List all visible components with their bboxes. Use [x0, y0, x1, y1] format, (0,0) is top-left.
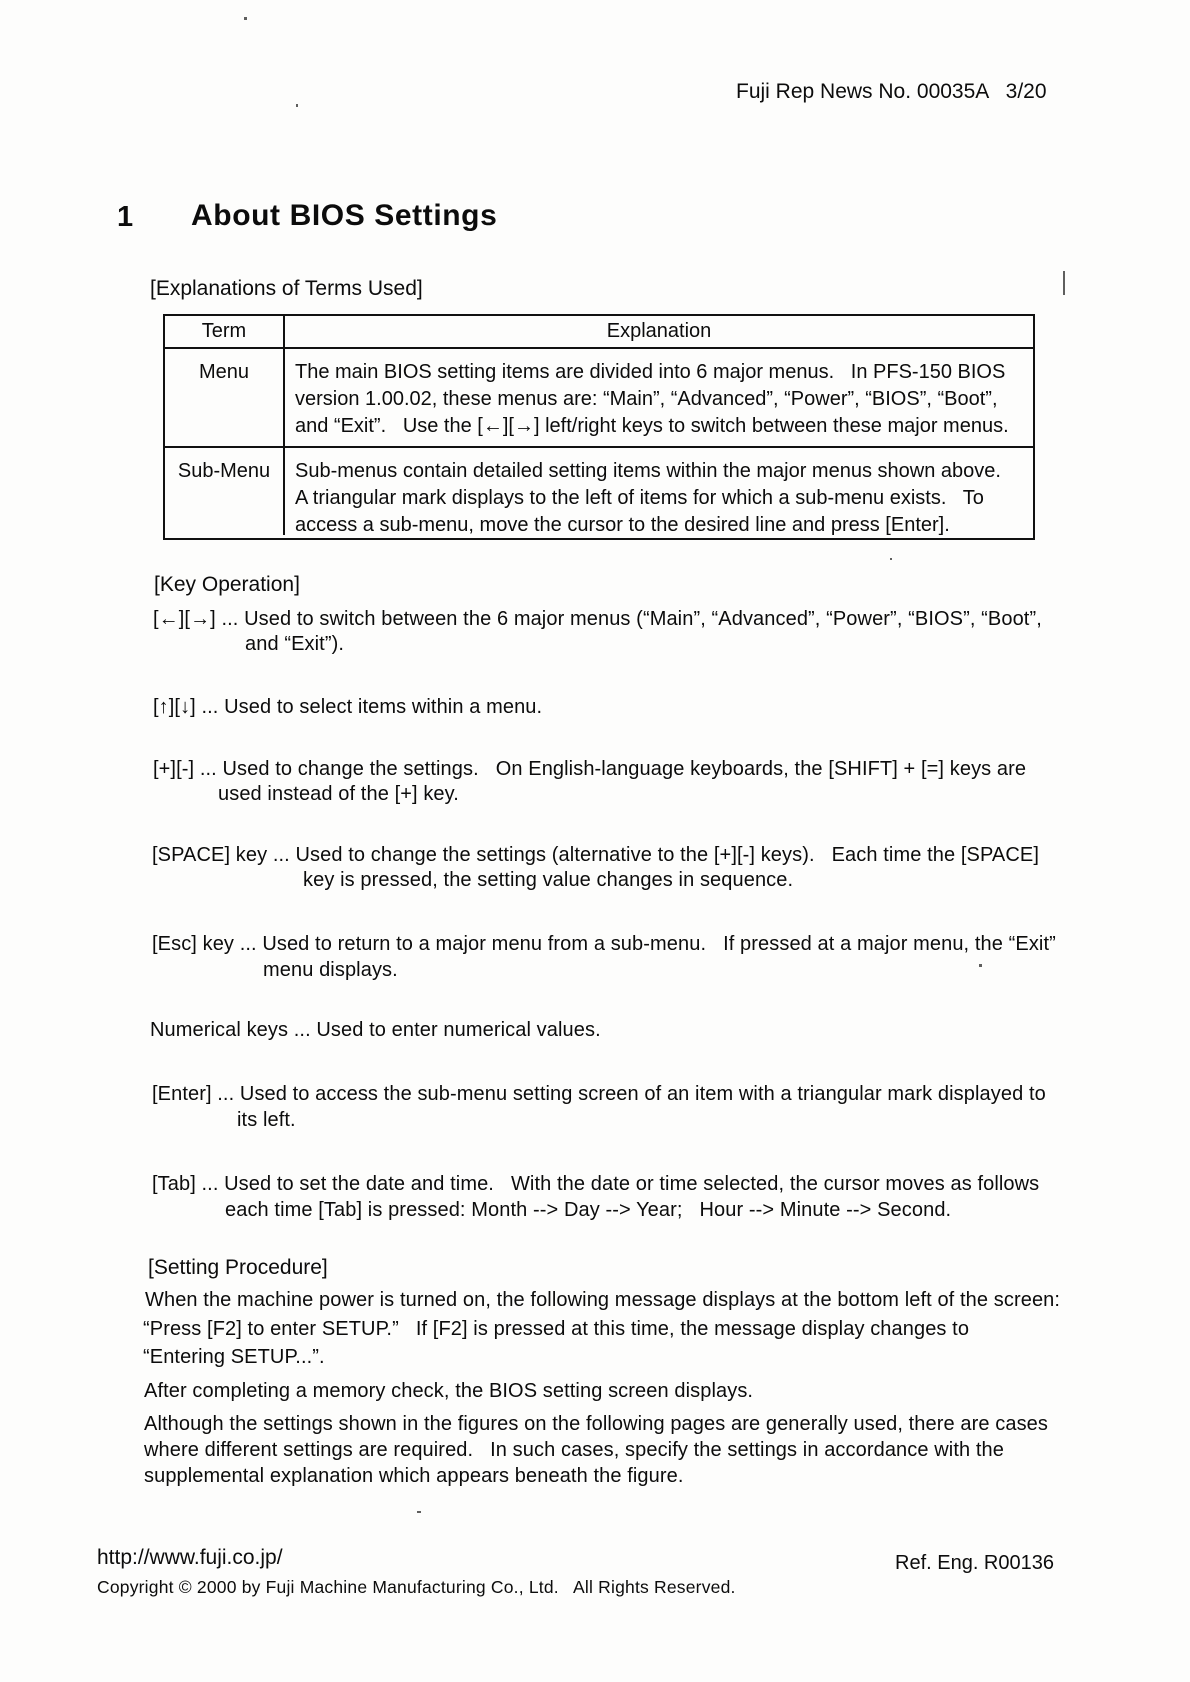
terms-heading: [Explanations of Terms Used] [150, 277, 423, 300]
menu-explanation-line-1: The main BIOS setting items are divided into 6 major menus. In PFS-150 BIOS [295, 361, 1006, 383]
key-item-enter-line-1: [Enter] ... Used to access the sub-menu setting screen of an item with a triangular mark displayed to [152, 1083, 1046, 1105]
setting-procedure-heading: [Setting Procedure] [148, 1256, 328, 1279]
page-header [736, 80, 1047, 104]
term-cell-submenu: Sub-Menu [165, 448, 285, 535]
key-item-arrows-lr-line-2: and “Exit”). [245, 633, 345, 655]
scan-artifact [296, 104, 298, 107]
table-header-term: Term [165, 316, 285, 347]
table-row [165, 448, 1033, 535]
key-item-esc-line-2: menu displays. [263, 959, 398, 981]
procedure-paragraph-1-line-2: “Press [F2] to enter SETUP.” If [F2] is pressed at this time, the message display changes to [143, 1318, 970, 1340]
key-item-arrows-lr-line-1: [←][→] ... Used to switch between the 6 major menus (“Main”, “Advanced”, “Power”, “BIOS”, “Boot”, [153, 608, 1042, 630]
key-item-tab-line-1: [Tab] ... Used to set the date and time. With the date or time selected, the cursor moves as follows [152, 1173, 1040, 1195]
section-number: 1 [117, 201, 134, 233]
procedure-paragraph-3-line-2: where different settings are required. In such cases, specify the settings in accordance with the [144, 1439, 1004, 1461]
procedure-paragraph-2-line-1: After completing a memory check, the BIOS setting screen displays. [144, 1380, 754, 1402]
scan-artifact [244, 17, 247, 20]
footer-url: http://www.fuji.co.jp/ [97, 1546, 283, 1569]
key-item-esc-line-1: [Esc] key ... Used to return to a major menu from a sub-menu. If pressed at a major menu, the “Exit” [152, 933, 1056, 955]
explanation-cell-submenu [285, 448, 1033, 535]
procedure-paragraph-3-line-1: Although the settings shown in the figures on the following pages are generally used, there are cases [144, 1413, 1048, 1435]
scan-artifact [890, 558, 892, 560]
key-item-plus-minus-line-2: used instead of the [+] key. [218, 783, 459, 805]
menu-explanation-line-3: and “Exit”. Use the [←][→] left/right keys to switch between these major menus. [295, 415, 1009, 437]
section-title: About BIOS Settings [191, 199, 498, 232]
footer-ref: Ref. Eng. R00136 [895, 1552, 1054, 1574]
key-item-tab-line-2: each time [Tab] is pressed: Month --> Day --> Year; Hour --> Minute --> Second. [225, 1199, 952, 1221]
terms-table [163, 314, 1035, 540]
key-item-plus-minus-line-1: [+][-] ... Used to change the settings. On English-language keyboards, the [SHIFT] + [=] keys are [153, 758, 1027, 780]
key-item-enter-line-2: its left. [237, 1109, 296, 1131]
menu-explanation-line-2: version 1.00.02, these menus are: “Main”, “Advanced”, “Power”, “BIOS”, “Boot”, [295, 388, 998, 410]
footer-copyright: Copyright © 2000 by Fuji Machine Manufacturing Co., Ltd. All Rights Reserved. [97, 1577, 736, 1597]
submenu-explanation-line-3: access a sub-menu, move the cursor to the desired line and press [Enter]. [295, 514, 950, 536]
key-item-space-line-2: key is pressed, the setting value changes in sequence. [303, 869, 794, 891]
term-cell-menu: Menu [165, 349, 285, 446]
table-row [165, 349, 1033, 448]
key-operation-heading: [Key Operation] [154, 573, 300, 596]
scan-artifact [1063, 271, 1065, 295]
scan-artifact [979, 964, 982, 967]
header-doc-ref: Fuji Rep News No. 00035A [736, 80, 989, 103]
submenu-explanation-line-2: A triangular mark displays to the left of items for which a sub-menu exists. To [295, 487, 984, 509]
header-page-number: 3/20 [1005, 80, 1047, 103]
scan-artifact [417, 1511, 421, 1513]
procedure-paragraph-3-line-3: supplemental explanation which appears beneath the figure. [144, 1465, 684, 1487]
table-header-row [165, 316, 1033, 349]
submenu-explanation-line-1: Sub-menus contain detailed setting items within the major menus shown above. [295, 460, 1001, 482]
table-header-explanation: Explanation [606, 320, 712, 342]
header-gap [988, 80, 1006, 103]
procedure-paragraph-1-line-3: “Entering SETUP...”. [143, 1346, 325, 1368]
procedure-paragraph-1-line-1: When the machine power is turned on, the following message displays at the bottom left of the screen: [145, 1289, 1061, 1311]
key-item-numerical: Numerical keys ... Used to enter numerical values. [150, 1019, 601, 1041]
key-item-arrows-ud: [↑][↓] ... Used to select items within a menu. [153, 696, 543, 718]
explanation-cell-menu [285, 349, 1033, 446]
key-item-space-line-1: [SPACE] key ... Used to change the settings (alternative to the [+][-] keys). Each time the [SPACE] [152, 844, 1039, 866]
